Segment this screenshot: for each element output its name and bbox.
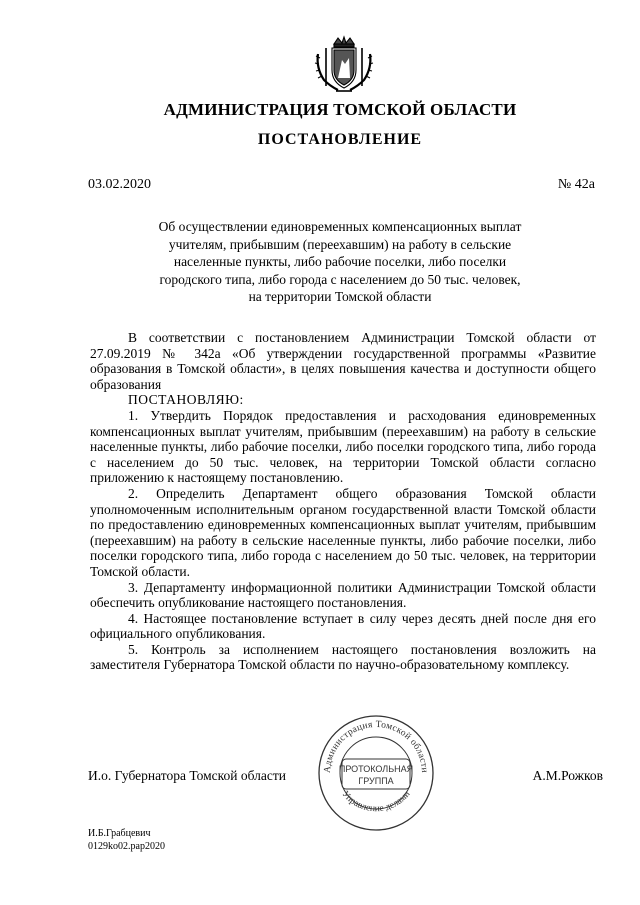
document-subject: [140, 218, 540, 306]
document-body: [90, 330, 596, 673]
stamp-center-line-1: ПРОТОКОЛЬНАЯ: [338, 764, 414, 774]
decree-item: 5. Контроль за исполнением настоящего постановления возложить на заместителя Губернатора Томской области по научно-образовательному комплексу.: [90, 641, 596, 673]
subject-line: учителям, прибывшим (переехавшим) на работу в сельские: [168, 236, 512, 252]
stamp-ring-text: Администрация Томской области: [322, 719, 430, 774]
decree-item: 1. Утвердить Порядок предоставления и расходования единовременных компенсационных выплат учителям, прибывшим (переехавшим) на работу в сельские населенные пункты, либо рабочие поселки, либо поселки городского типа, либо города с населением до 50 тыс. человек, на территории Томской области согласно приложению к настоящему постановлению.: [90, 407, 596, 486]
document-type: ПОСТАНОВЛЕНИЕ: [257, 131, 423, 148]
subject-line: Об осуществлении единовременных компенсационных выплат: [158, 219, 522, 234]
organization-title: АДМИНИСТРАЦИЯ ТОМСКОЙ ОБЛАСТИ: [163, 100, 517, 119]
executor-name: И.Б.Грабцевич: [88, 828, 151, 839]
stamp-center-line-2: ГРУППА: [358, 776, 394, 786]
signatory-name: А.М.Рожков: [532, 768, 603, 783]
document-date: 03.02.2020: [88, 177, 151, 192]
footer: [88, 827, 165, 853]
decree-keyword: ПОСТАНОВЛЯЮ:: [128, 392, 244, 408]
signatory-position: И.о. Губернатора Томской области: [88, 768, 286, 783]
protocol-stamp: [316, 712, 436, 834]
decree-item: 4. Настоящее постановление вступает в силу через десять дней после дня его официального опубликования.: [90, 610, 596, 642]
preamble: В соответствии с постановлением Администрации Томской области от 27.09.2019 № 342а «Об утверждении государственной программы «Развитие образования в Томской области», в целях повышения качества и доступности общего образования: [90, 330, 596, 392]
stamp-bottom-text: Управление делами: [339, 789, 413, 815]
decree-item: 2. Определить Департамент общего образования Томской области уполномоченным исполнительным органом государственной власти Томской области по предоставлению единовременных компенсационных выплат учителям, прибывшим (переехавшим) на работу в сельские населенные пункты, либо рабочие поселки, либо поселки городского типа, либо города с населением до 50 тыс. человек, на территории Томской области.: [90, 485, 596, 579]
decree-item: 3. Департаменту информационной политики Администрации Томской области обеспечить опубликование настоящего постановления.: [90, 579, 596, 611]
subject-line: городского типа, либо города с населением до 50 тыс. человек,: [159, 271, 521, 287]
document-number: № 42а: [557, 177, 595, 192]
file-reference: 0129ko02.pap2020: [88, 841, 165, 852]
subject-line: на территории Томской области: [248, 289, 432, 304]
svg-text:Управление делами: [340, 789, 413, 814]
subject-line: населенные пункты, либо рабочие поселки, либо поселки: [173, 254, 507, 269]
coat-of-arms-icon: [312, 34, 376, 96]
